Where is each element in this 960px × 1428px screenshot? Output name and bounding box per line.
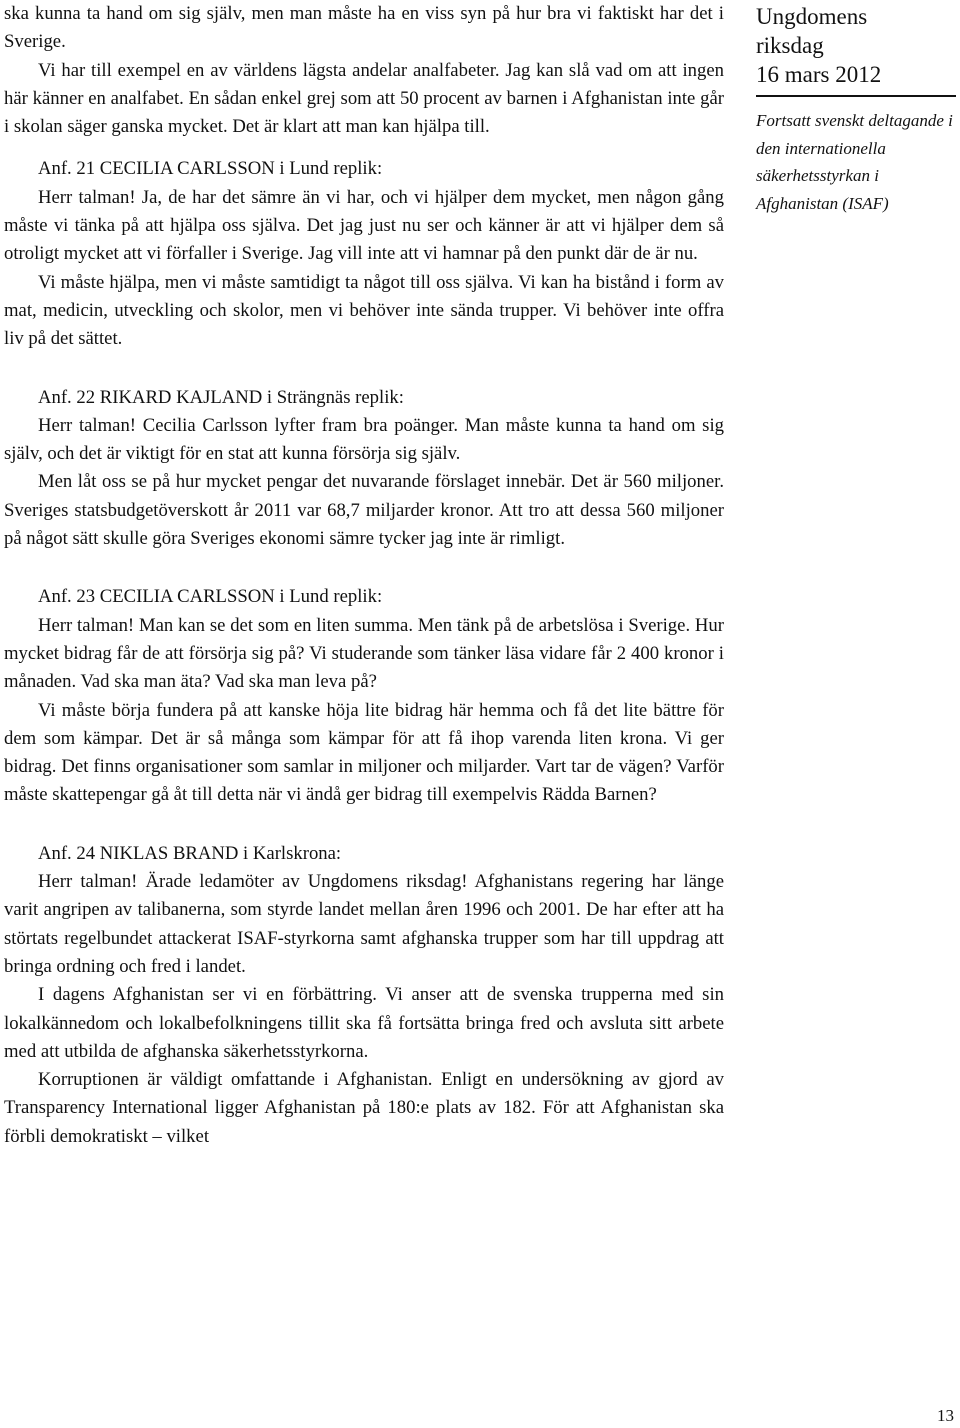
sidebar-divider: [756, 95, 956, 97]
speech-paragraph: Vi måste börja fundera på att kanske höja lite bidrag här hemma och få det lite bättre för dem som kämpar. Det är så många som kämpar för att få ihop varenda liten krona. Vi ger bidrag. Det finns organisationer som samlar in miljoner och miljarder. Vart tar de vägen? Varför måste skattepengar gå åt till detta när vi ändå ger bidrag till exempelvis Rädda Barnen?: [4, 699, 724, 806]
intro-paragraph-1: ska kunna ta hand om sig själv, men man måste ha en viss syn på hur bra vi faktiskt har det i Sverige.: [4, 3, 724, 53]
speech-heading: Anf. 21 CECILIA CARLSSON i Lund replik:: [38, 158, 383, 180]
main-text-column: [4, 0, 724, 1151]
speech-heading: Anf. 24 NIKLAS BRAND i Karlskrona:: [38, 842, 342, 864]
speech-paragraph: Herr talman! Man kan se det som en liten summa. Men tänk på de arbetslösa i Sverige. Hur mycket bidrag får de att försörja sig på? Vi studerande som tänker läsa vidare får 2 400 kronor i månaden. Vad ska man äta? Vad ska man leva på?: [4, 614, 724, 693]
speech-paragraph: Vi måste hjälpa, men vi måste samtidigt ta något till oss själva. Vi kan ha bistånd i form av mat, medicin, utveckling och skolor, men vi behöver inte sända trupper. Vi behöver inte offra liv på det sättet.: [4, 271, 724, 350]
intro-paragraph-2: Vi har till exempel en av världens lägsta andelar analfabeter. Jag kan slå vad om att ingen här känner en analfabet. En sådan enkel grej som att 50 procent av barnen i Afghanistan inte går i skolan säger ganska mycket. Det är klart att man kan hjälpa till.: [4, 59, 724, 138]
speech-paragraph: Herr talman! Ja, de har det sämre än vi har, och vi hjälper dem mycket, men någon gång måste vi tänka på att hjälpa oss själva. Det jag just nu ser och känner är att vi hjälper dem så otroligt mycket att vi förfaller i Sverige. Jag vill inte att vi hamnar på den punkt där de är nu.: [4, 186, 724, 265]
speech-paragraph: Herr talman! Ärade ledamöter av Ungdomens riksdag! Afghanistans regering har länge varit angripen av talibanerna, som styrde landet mellan åren 1996 och 2001. De har efter att ha störtats regelbundet attackerat ISAF-styrkorna samt afghanska trupper som har till uppdrag att bringa ordning och fred i landet.: [4, 871, 724, 977]
speech-heading: Anf. 22 RIKARD KAJLAND i Strängnäs replik:: [38, 386, 404, 408]
sidebar-subtitle: Fortsatt svenskt deltagande i den internationella säkerhetsstyrkan i Afghanistan (ISAF): [756, 111, 953, 213]
speech-paragraph: Men låt oss se på hur mycket pengar det nuvarande förslaget innebär. Det är 560 miljoner. Sveriges statsbudgetöverskott år 2011 var 68,7 miljarder kronor. Att tro att dessa 560 miljoner på något sätt skulle göra Sveriges ekonomi sämre tycker jag inte är rimligt.: [4, 471, 724, 550]
speech-paragraph: Herr talman! Cecilia Carlsson lyfter fram bra poänger. Man måste kunna ta hand om sig själv, och det är viktigt för en stat att kunna försörja sig själv.: [4, 414, 724, 465]
sidebar-title-line2: riksdag: [756, 33, 824, 58]
speech-paragraph: Korruptionen är väldigt omfattande i Afghanistan. Enligt en undersökning av gjord av Transparency International ligger Afghanistan på 180:e plats av 182. För att Afghanistan ska förbli demokratiskt – vilket: [4, 1069, 724, 1147]
speech-block: [4, 840, 724, 1151]
speech-block: [4, 583, 724, 809]
page-number: 13: [937, 1406, 954, 1425]
sidebar-date: 16 mars 2012: [756, 62, 882, 87]
speech-block: [4, 155, 724, 353]
margin-sidebar: [756, 2, 960, 217]
speech-block: [4, 384, 724, 554]
speech-heading: Anf. 23 CECILIA CARLSSON i Lund replik:: [38, 586, 383, 608]
sidebar-title-line1: Ungdomens: [756, 4, 868, 29]
speech-paragraph: I dagens Afghanistan ser vi en förbättring. Vi anser att de svenska trupperna med sin lokalkännedom och lokalbefolkningens tillit ska få fortsätta bringa fred och avsluta sitt arbete med att utbilda de afghanska säkerhetsstyrkorna.: [4, 984, 724, 1062]
